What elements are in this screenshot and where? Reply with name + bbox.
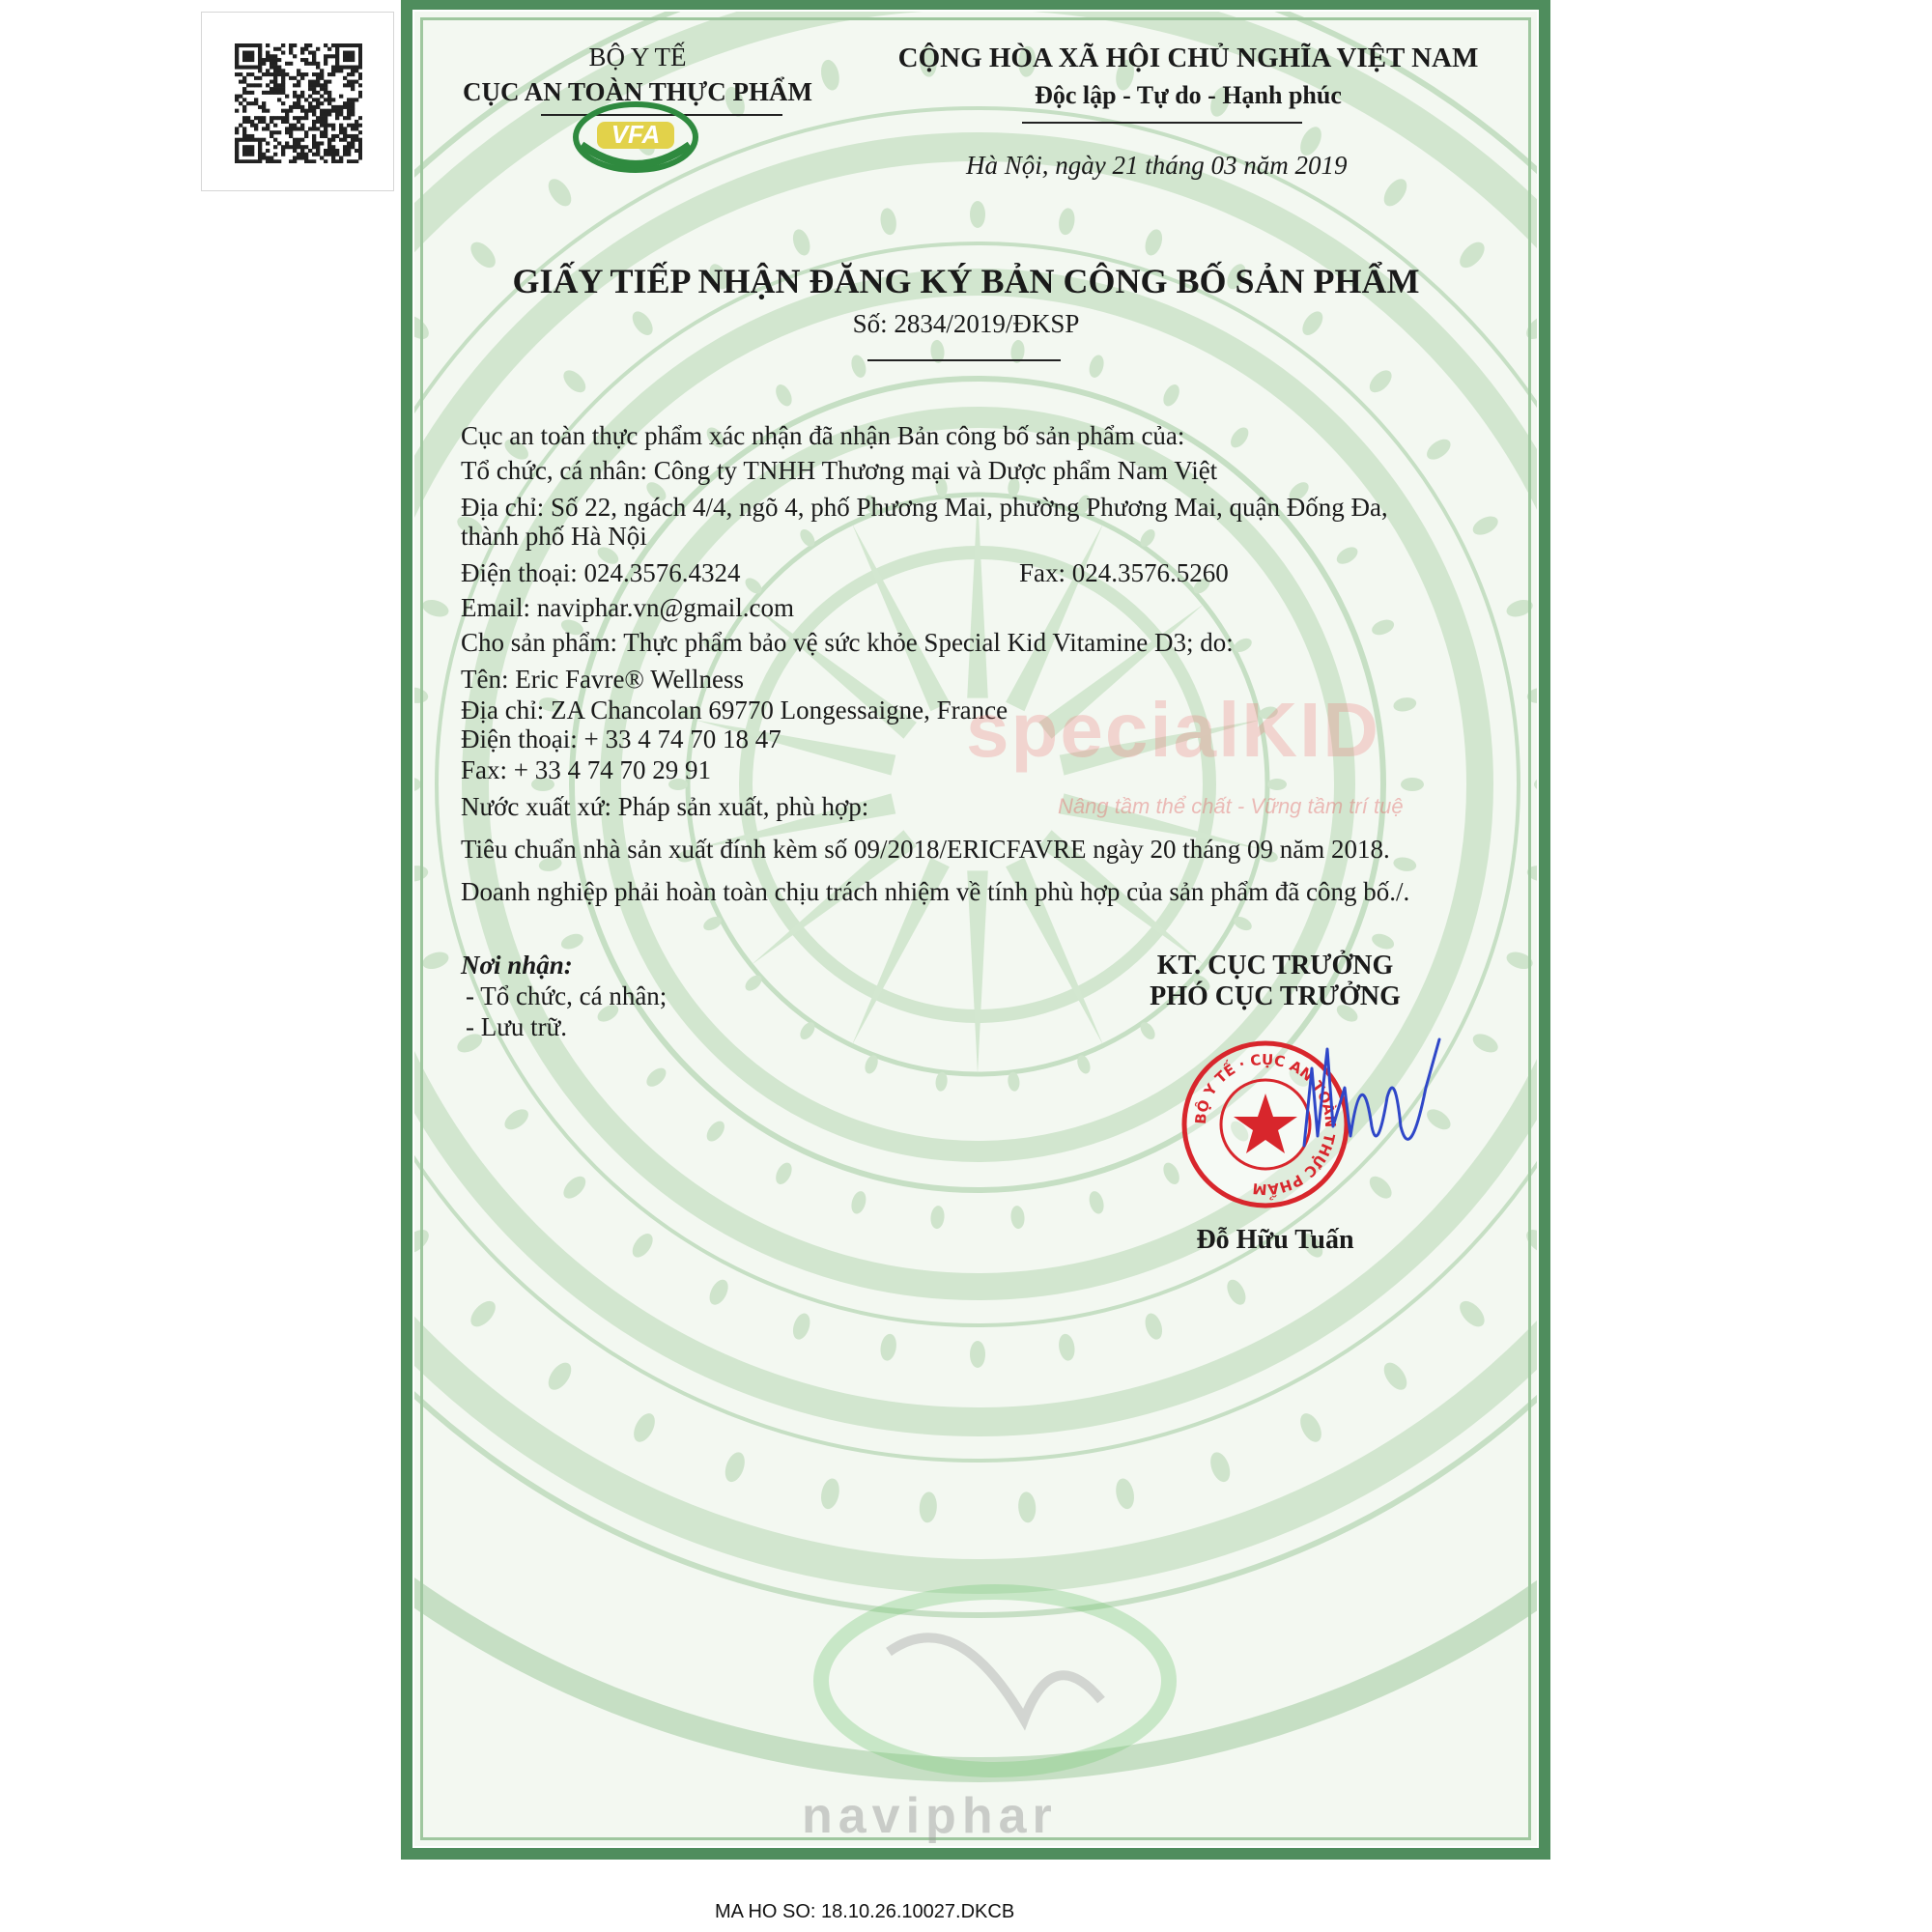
document-number: Số: 2834/2019/ĐKSP (852, 309, 1080, 338)
naviphar-logo-icon (811, 1584, 1179, 1777)
place-date: Hà Nội, ngày 21 tháng 03 năm 2019 (966, 151, 1348, 180)
qr-code-icon (235, 43, 362, 163)
intro-line: Cục an toàn thực phẩm xác nhận đã nhận Bản công bố sản phẩm của: (461, 421, 1185, 450)
standard-line: Tiêu chuẩn nhà sản xuất đính kèm số 09/2018/ERICFAVRE ngày 20 tháng 09 năm 2018. (461, 835, 1390, 864)
national-motto: Độc lập - Tự do - Hạnh phúc (1035, 81, 1342, 109)
product-line: Cho sản phẩm: Thực phẩm bảo vệ sức khỏe Special Kid Vitamine D3; do: (461, 628, 1234, 657)
recipient-item: - Lưu trữ. (466, 1012, 567, 1041)
naviphar-watermark-logo (811, 1584, 1179, 1777)
maker-phone-line: Điện thoại: + 33 4 74 70 18 47 (461, 724, 781, 753)
header-underline-right (1022, 122, 1302, 124)
organization-line: Tổ chức, cá nhân: Công ty TNHH Thương mại và Dược phẩm Nam Việt (461, 456, 1218, 485)
address-line-1: Địa chỉ: Số 22, ngách 4/4, ngõ 4, phố Phương Mai, phường Phương Mai, quận Đống Đa, (461, 493, 1388, 522)
phone-line: Điện thoại: 024.3576.4324 (461, 558, 741, 587)
maker-address-line: Địa chỉ: ZA Chancolan 69770 Longessaigne, France (461, 696, 1009, 724)
address-line-2: thành phố Hà Nội (461, 522, 647, 551)
file-code: MA HO SO: 18.10.26.10027.DKCB (715, 1901, 1015, 1922)
document-title: GIẤY TIẾP NHẬN ĐĂNG KÝ BẢN CÔNG BỐ SẢN PHẨM (512, 262, 1420, 300)
signature-title-1: KT. CỤC TRƯỞNG (1156, 951, 1394, 980)
signature-icon (1294, 1030, 1449, 1175)
naviphar-watermark-text: naviphar (802, 1788, 1058, 1844)
qr-code (201, 12, 394, 191)
handwritten-signature (1294, 1030, 1449, 1175)
maker-name-line: Tên: Eric Favre® Wellness (461, 665, 745, 694)
stamp-text: BỘ Y TẾ · CỤC AN TOÀN THỰC PHẨM (1191, 1050, 1340, 1199)
maker-fax-line: Fax: + 33 4 74 70 29 91 (461, 755, 711, 784)
recipients-heading: Nơi nhận: (461, 951, 573, 980)
agency-name: CỤC AN TOÀN THỰC PHẨM (462, 77, 813, 106)
republic-title: CỘNG HÒA XÃ HỘI CHỦ NGHĨA VIỆT NAM (897, 43, 1479, 73)
email-line: Email: naviphar.vn@gmail.com (461, 593, 795, 622)
signature-title-2: PHÓ CỤC TRƯỞNG (1150, 981, 1401, 1011)
fax-line: Fax: 024.3576.5260 (1019, 558, 1229, 587)
origin-line: Nước xuất xứ: Pháp sản xuất, phù hợp: (461, 792, 869, 821)
specialkid-watermark: specialKID (966, 687, 1381, 773)
recipient-item: - Tổ chức, cá nhân; (466, 981, 668, 1010)
title-underline (867, 359, 1061, 361)
signer-name: Đỗ Hữu Tuấn (1196, 1225, 1354, 1255)
vfa-logo (568, 97, 703, 174)
ministry-name: BỘ Y TẾ (588, 43, 687, 71)
specialkid-slogan: Nâng tầm thể chất - Vững tầm trí tuệ (1058, 794, 1404, 818)
vfa-logo-text: VFA (611, 120, 661, 149)
responsibility-line: Doanh nghiệp phải hoàn toàn chịu trách nhiệm về tính phù hợp của sản phẩm đã công bố./. (461, 877, 1410, 906)
